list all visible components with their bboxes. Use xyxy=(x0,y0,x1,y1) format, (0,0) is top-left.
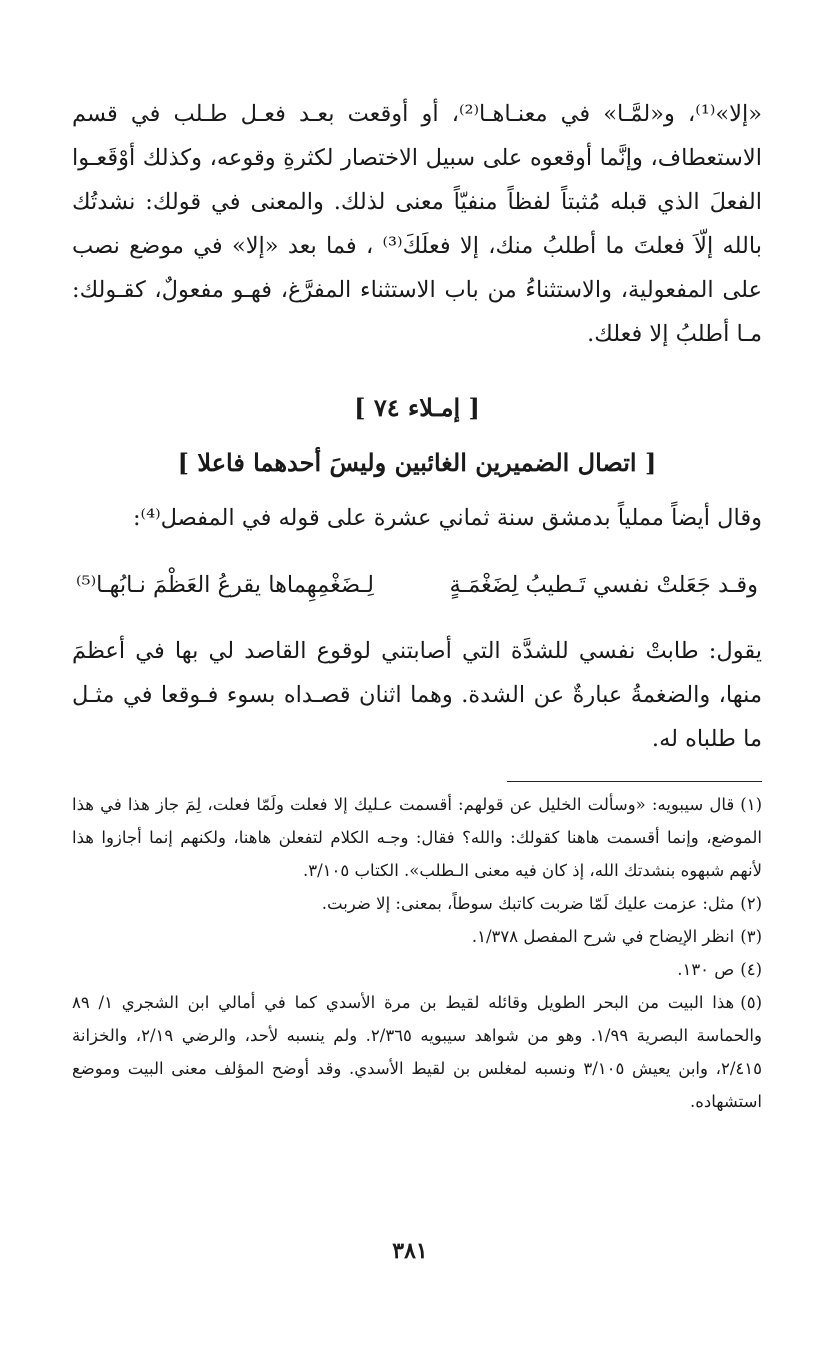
verse-second-hemistich: لِـضَغْمِهِماها يقرعُ العَظْمَ نـابُهـا⁽⁵⁾ xyxy=(76,571,374,598)
footnote-number: (٥) xyxy=(740,992,762,1012)
intro-line: وقال أيضاً مملياً بدمشق سنة ثماني عشرة على قوله في المفصل⁽⁴⁾: xyxy=(132,505,762,531)
section-title: [ اتصال الضميرين الغائبين وليسَ أحدهما فاعلا ] xyxy=(177,448,657,477)
footnote-text: هذا البيت من البحر الطويل وقائله لقيط بن مرة الأسدي كما في أمالي ابن الشجري ١/ ٨٩ والحماسة البصرية ١/٩٩. وهو من شواهد سيبويه ٢/٣٦٥. ولم ينسبه لأحد، والرضي ٢/١٩، والخزانة ٢/٤١٥، وابن يعيش ٣/١٠٥ ونسبه لمغلس بن لقيط الأسدي. وقد أوضح المؤلف معنى البيت وموضع استشهاده. xyxy=(72,992,762,1111)
footnote-4 xyxy=(72,953,762,986)
footnote-number: (١) xyxy=(740,794,762,814)
footnote-divider xyxy=(507,781,762,782)
poetry-verse xyxy=(72,563,762,607)
book-page xyxy=(72,92,762,1292)
footnotes xyxy=(72,788,762,1118)
footnote-1 xyxy=(72,788,762,887)
footnote-number: (٣) xyxy=(740,926,762,946)
footnote-number: (٤) xyxy=(740,959,762,979)
footnote-text: انظر الإيضاح في شرح المفصل ١/٣٧٨. xyxy=(471,926,735,946)
footnote-text: مثل: عزمت عليك لَمّا ضربت كاتبك سوطاً، بمعنى: إلا ضربت. xyxy=(321,893,735,913)
verse-first-hemistich: وقـد جَعَلتْ نفسي تَـطيبُ لِضَغْمَـةٍ xyxy=(449,571,758,598)
commentary-paragraph: يقول: طابتْ نفسي للشدَّة التي أصابتني لوقوع القاصد لي بها في أعظمَ منها، والضغمةُ عبارةٌ عن الشدة. وهما اثنان قصـداه بسوء فـوقعا في مثـل ما طلباه له. xyxy=(72,637,762,752)
imla-heading: [ إمـلاء ٧٤ ] xyxy=(354,393,480,422)
footnote-text: قال سيبويه: «وسألت الخليل عن قولهم: أقسمت عـليك إلا فعلت ولَمّا فعلت، لِمَ جاز هذا في هذا الموضع، وإنما أقسمت هاهنا كقولك: والله؟ فقال: وجـه الكلام لتفعلن هاهنا، ولكنهم إنما أجازوا هذا لأنهم شبهوه بنشدتك الله، إذ كان فيه معنى الـطلب». الكتاب ٣/١٠٥. xyxy=(72,794,762,880)
footnote-3 xyxy=(72,920,762,953)
footnote-text: ص ١٣٠. xyxy=(677,959,735,979)
footnote-number: (٢) xyxy=(740,893,762,913)
body-paragraph: «إلا»⁽¹⁾، و«لمَّـا» في معنـاهـا⁽²⁾، أو أوقعت بعـد فعـل طـلب في قسم الاستعطاف، وإنَّما أوقعوه على سبيل الاختصار لكثرةِ وقوعه، وكذلك أوْقَعـوا الفعلَ الذي قبله مُثبتاً لفظاً منفيّاً معنى لذلك. والمعنى في قولك: نشدتُك بالله إلّاَ فعلتَ ما أطلبُ منك، إلا فعلَكَ⁽³⁾ ، فما بعد «إلا» في موضع نصب على المفعولية، والاستثناءُ من باب الاستثناء المفرَّغ، فهـو مفعولٌ، كقـولك: مـا أطلبُ إلا فعلك. xyxy=(72,101,762,347)
footnote-2 xyxy=(72,887,762,920)
footnote-5 xyxy=(72,986,762,1118)
page-number: ٣٨١ xyxy=(392,1238,428,1264)
